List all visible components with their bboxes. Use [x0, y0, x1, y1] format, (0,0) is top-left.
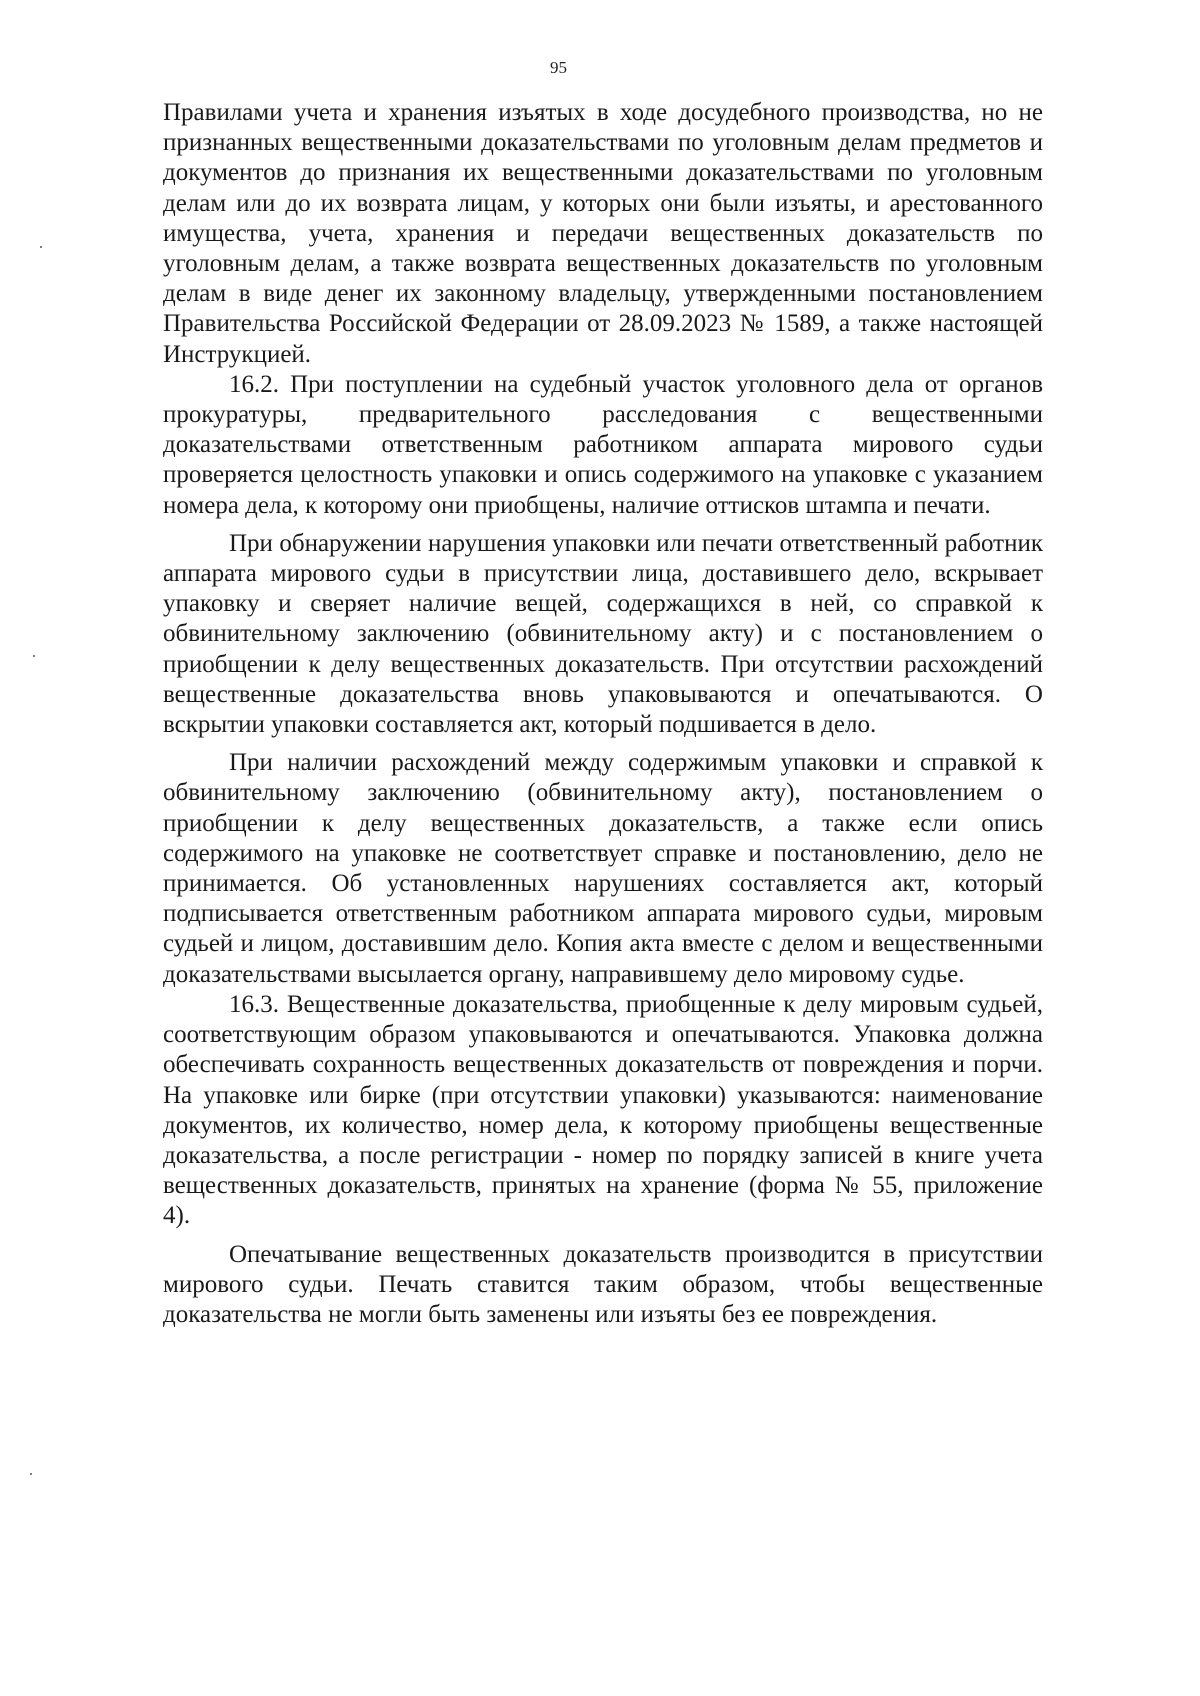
paragraph-16-2: 16.2. При поступлении на судебный участок уголовного дела от органов прокуратуры, предварительного расследования с вещественными доказательствами ответственным работником аппарата мирового судьи проверяется целостность упаковки и опись содержимого на упаковке с указанием номера дела, к которому они приобщены, наличие оттисков штампа и печати.: [163, 370, 1043, 519]
paragraph-packaging-violation: При обнаружении нарушения упаковки или печати ответственный работник аппарата мирового судьи в присутствии лица, доставившего дело, вскрывает упаковку и сверяет наличие вещей, содержащихся в ней, со справкой к обвинительному заключению (обвинительному акту) и с постановлением о приобщении к делу вещественных доказательств. При отсутствии расхождений вещественные доказательства вновь упаковываются и опечатываются. О вскрытии упаковки составляется акт, который подшивается в дело.: [163, 529, 1043, 739]
page-number: 95: [550, 58, 567, 77]
document-body: [163, 98, 1043, 1330]
scan-speck: [30, 1473, 32, 1475]
paragraph-16-3: 16.3. Вещественные доказательства, приобщенные к делу мировым судьей, соответствующим образом упаковываются и опечатываются. Упаковка должна обеспечивать сохранность вещественных доказательств от повреждения и порчи. На упаковке или бирке (при отсутствии упаковки) указываются: наименование документов, их количество, номер дела, к которому приобщены вещественные доказательства, а после регистрации - номер по порядку записей в книге учета вещественных доказательств, принятых на хранение (форма № 55, приложение 4).: [163, 990, 1043, 1230]
scan-speck: [33, 655, 35, 657]
paragraph-discrepancies: При наличии расхождений между содержимым упаковки и справкой к обвинительному заключению (обвинительному акту), постановлением о приобщении к делу вещественных доказательств, а также если опись содержимого на упаковке не соответствует справке и постановлению, дело не принимается. Об установленных нарушениях составляется акт, который подписывается ответственным работником аппарата мирового судьи, мировым судьей и лицом, доставившим дело. Копия акта вместе с делом и вещественными доказательствами высылается органу, направившему дело мировому судье.: [163, 749, 1043, 988]
paragraph-rules-continuation: Правилами учета и хранения изъятых в ходе досудебного производства, но не признанных вещественными доказательствами по уголовным делам предметов и документов до признания их вещественными доказательствами по уголовным делам или до их возврата лицам, у которых они были изъяты, и арестованного имущества, учета, хранения и передачи вещественных доказательств по уголовным делам, а также возврата вещественных доказательств по уголовным делам в виде денег их законному владельцу, утвержденными постановлением Правительства Российской Федерации от 28.09.2023 № 1589, а также настоящей Инструкцией.: [163, 99, 1043, 368]
scan-speck: [40, 246, 42, 248]
paragraph-sealing: Опечатывание вещественных доказательств производится в присутствии мирового судьи. Печать ставится таким образом, чтобы вещественные доказательства не могли быть заменены или изъяты без ее повреждения.: [163, 1240, 1043, 1328]
